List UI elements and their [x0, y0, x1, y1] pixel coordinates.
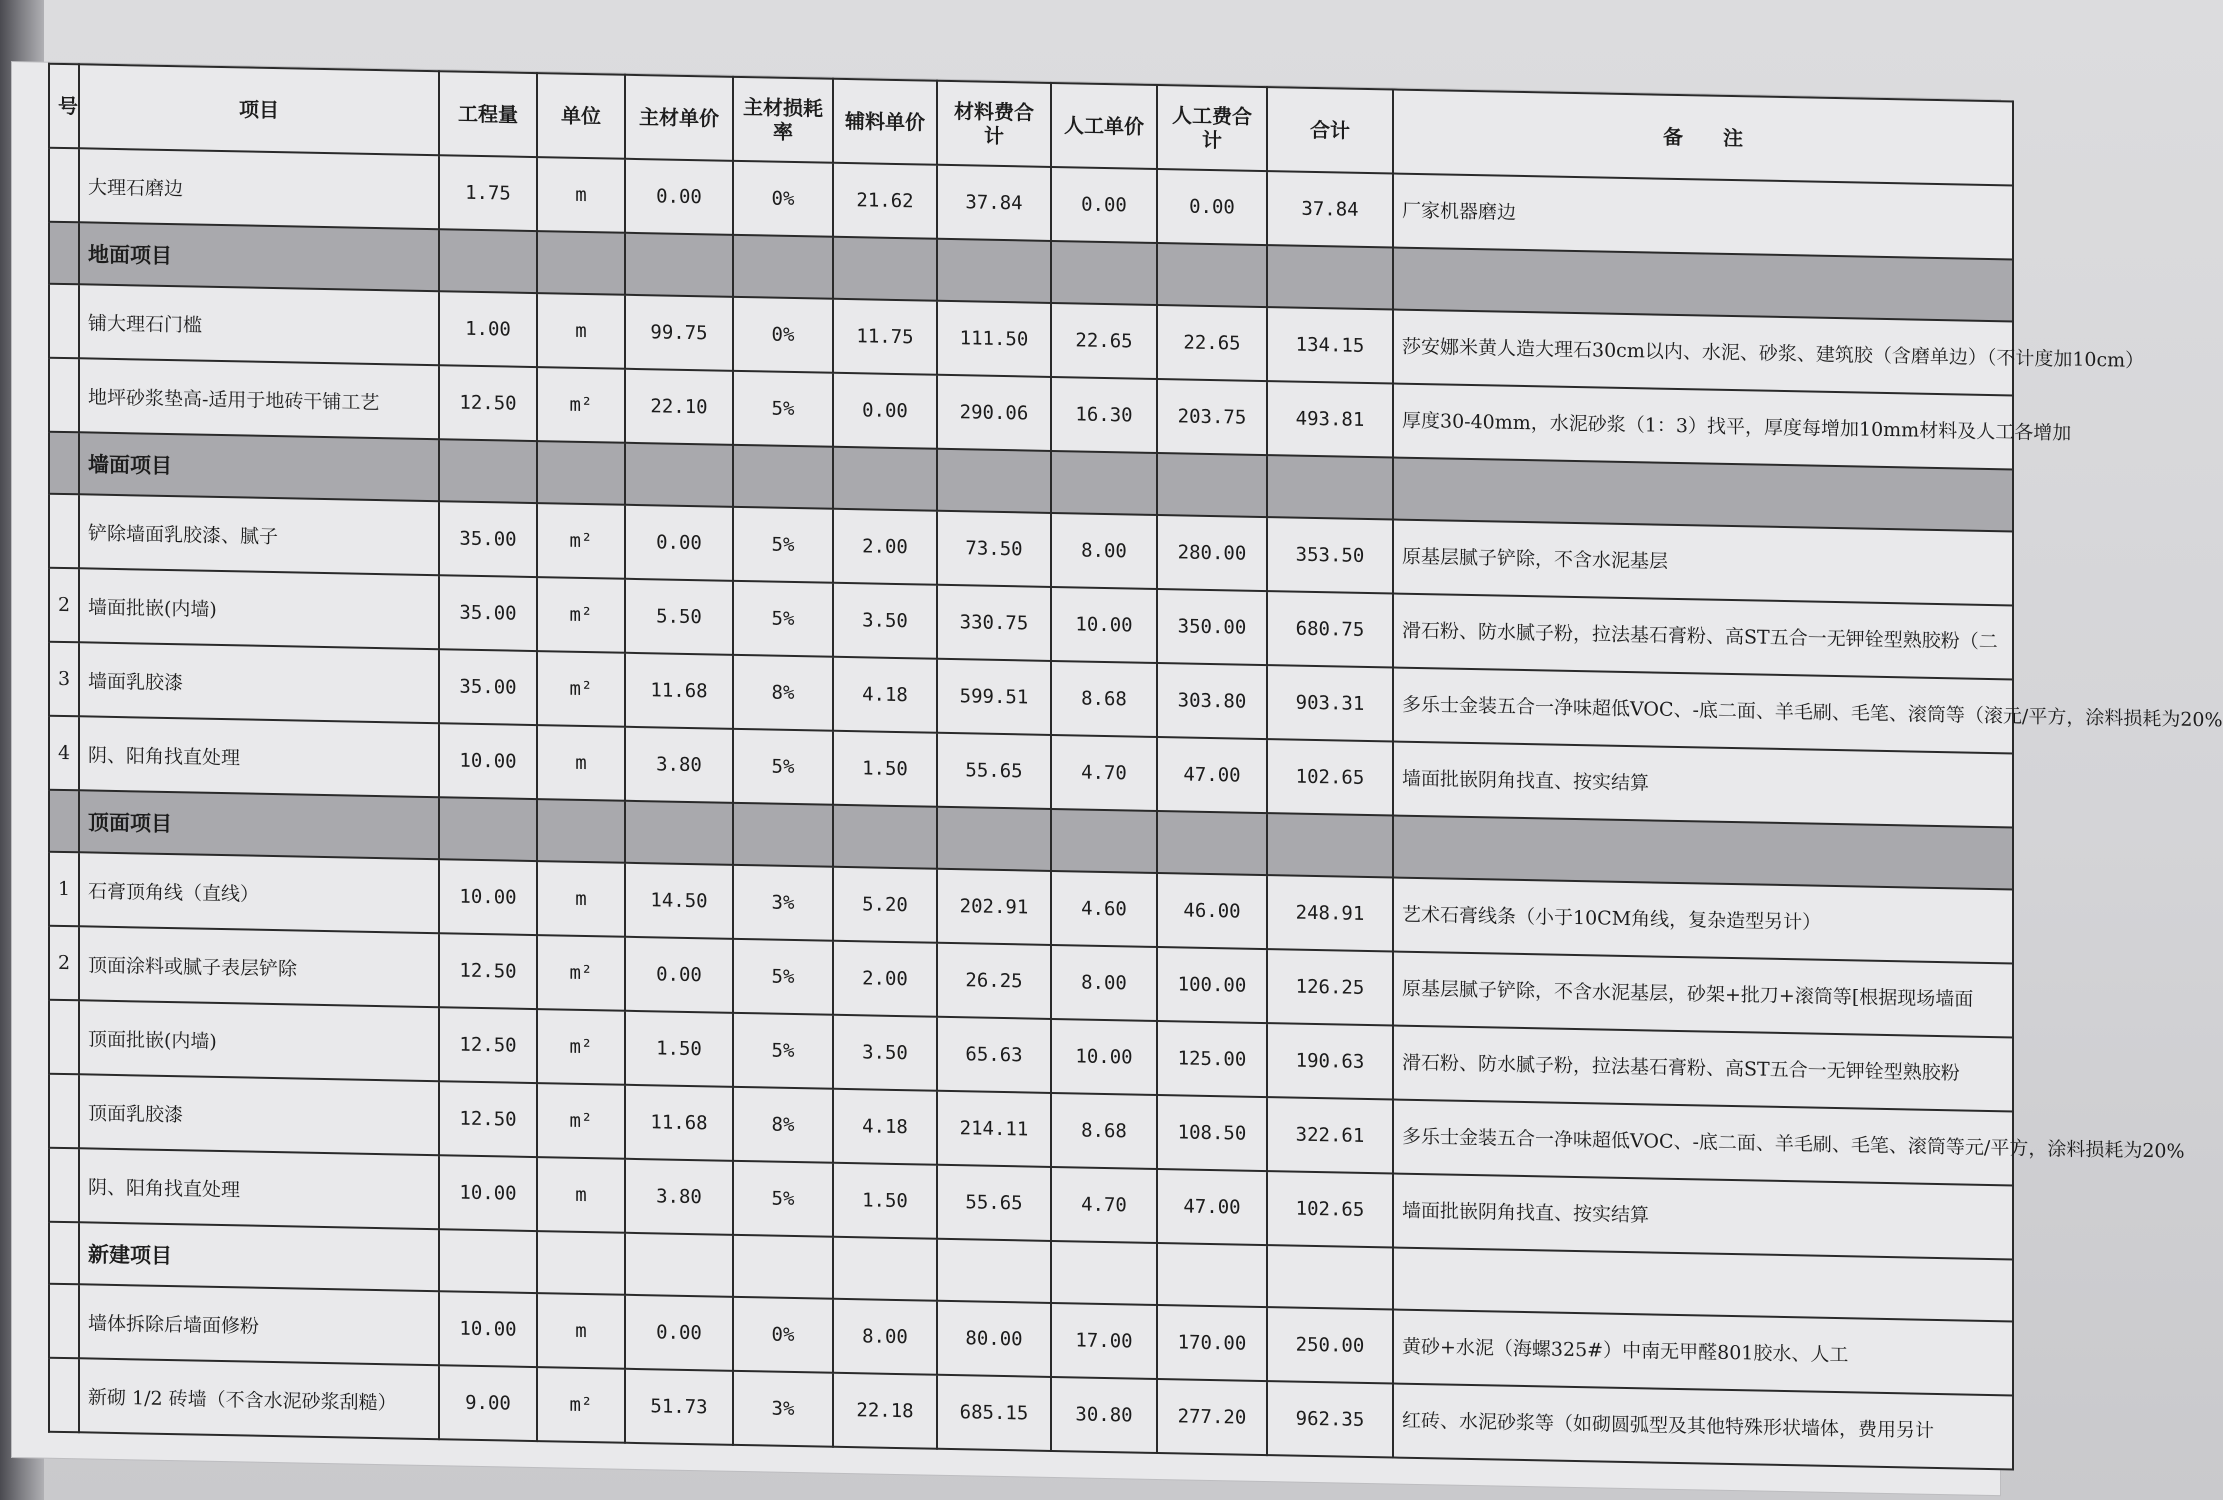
- labor-total-cell: 303.80: [1157, 663, 1267, 739]
- material-total-cell: 290.06: [937, 375, 1051, 451]
- remark-cell: 黄砂+水泥（海螺325#）中南无甲醛801胶水、人工: [1393, 1310, 2013, 1396]
- unit-cell: m: [537, 1157, 625, 1233]
- section-empty-cell: [1157, 243, 1267, 307]
- quantity-cell: 10.00: [439, 1291, 537, 1367]
- row-index: [49, 1358, 79, 1433]
- col-aux-price: 辅料单价: [833, 79, 937, 165]
- labor-total-cell: 277.20: [1157, 1379, 1267, 1455]
- section-empty-cell: [1267, 1245, 1393, 1309]
- labor-total-cell: 170.00: [1157, 1305, 1267, 1381]
- row-index: [49, 1000, 79, 1075]
- section-index-cell: [49, 790, 79, 853]
- remark-cell: 多乐士金装五合一净味超低VOC、-底二面、羊毛刷、毛笔、滚筒等（滚元/平方，涂料损耗为20%: [1393, 668, 2013, 754]
- section-title: 地面项目: [79, 222, 439, 291]
- aux-price-cell: 4.18: [833, 1089, 937, 1165]
- section-empty-cell: [1267, 245, 1393, 309]
- labor-total-cell: 22.65: [1157, 305, 1267, 381]
- section-empty-cell: [1051, 451, 1157, 515]
- col-labor-total: 人工费合计: [1157, 85, 1267, 171]
- aux-price-cell: 1.50: [833, 731, 937, 807]
- quantity-cell: 9.00: [439, 1365, 537, 1441]
- section-empty-cell: [625, 233, 733, 297]
- total-cell: 248.91: [1267, 875, 1393, 951]
- section-empty-cell: [1051, 1241, 1157, 1305]
- labor-price-cell: 4.70: [1051, 735, 1157, 811]
- loss-rate-cell: 5%: [733, 729, 833, 805]
- row-index: [49, 284, 79, 359]
- section-empty-cell: [1157, 811, 1267, 875]
- total-cell: 102.65: [1267, 1171, 1393, 1247]
- material-total-cell: 214.11: [937, 1091, 1051, 1167]
- remark-cell: 墙面批嵌阴角找直、按实结算: [1393, 742, 2013, 828]
- labor-total-cell: 46.00: [1157, 873, 1267, 949]
- item-name: 石膏顶角线（直线）: [79, 852, 439, 933]
- row-index: [49, 1074, 79, 1149]
- section-empty-cell: [733, 445, 833, 509]
- labor-price-cell: 8.68: [1051, 1093, 1157, 1169]
- section-empty-cell: [833, 237, 937, 301]
- remark-cell: 厂家机器磨边: [1393, 174, 2013, 260]
- total-cell: 353.50: [1267, 517, 1393, 593]
- item-name: 地坪砂浆垫高-适用于地砖干铺工艺: [79, 358, 439, 439]
- item-name: 顶面涂料或腻子表层铲除: [79, 926, 439, 1007]
- quantity-cell: 35.00: [439, 575, 537, 651]
- col-material-total: 材料费合计: [937, 81, 1051, 167]
- quantity-cell: 12.50: [439, 933, 537, 1009]
- material-total-cell: 685.15: [937, 1375, 1051, 1451]
- unit-cell: m: [537, 725, 625, 801]
- col-total: 合计: [1267, 87, 1393, 173]
- section-empty-cell: [1157, 1243, 1267, 1307]
- main-price-cell: 11.68: [625, 653, 733, 729]
- material-total-cell: 37.84: [937, 165, 1051, 241]
- unit-cell: m²: [537, 367, 625, 443]
- unit-cell: m²: [537, 1083, 625, 1159]
- total-cell: 493.81: [1267, 381, 1393, 457]
- section-empty-cell: [937, 449, 1051, 513]
- row-index: [49, 358, 79, 433]
- remark-cell: 原基层腻子铲除，不含水泥基层: [1393, 520, 2013, 606]
- main-price-cell: 51.73: [625, 1369, 733, 1445]
- section-empty-cell: [537, 1231, 625, 1295]
- main-price-cell: 3.80: [625, 727, 733, 803]
- material-total-cell: 26.25: [937, 943, 1051, 1019]
- col-seq: 号: [49, 64, 79, 149]
- section-empty-cell: [1267, 813, 1393, 877]
- section-empty-cell: [625, 801, 733, 865]
- aux-price-cell: 4.18: [833, 657, 937, 733]
- total-cell: 250.00: [1267, 1307, 1393, 1383]
- main-price-cell: 11.68: [625, 1085, 733, 1161]
- labor-price-cell: 17.00: [1051, 1303, 1157, 1379]
- item-name: 墙面乳胶漆: [79, 642, 439, 723]
- section-empty-cell: [733, 1235, 833, 1299]
- quantity-cell: 12.50: [439, 365, 537, 441]
- total-cell: 102.65: [1267, 739, 1393, 815]
- material-total-cell: 65.63: [937, 1017, 1051, 1093]
- loss-rate-cell: 8%: [733, 1087, 833, 1163]
- remark-cell: 多乐士金装五合一净味超低VOC、-底二面、羊毛刷、毛笔、滚筒等元/平方，涂料损耗为20%: [1393, 1100, 2013, 1186]
- loss-rate-cell: 5%: [733, 371, 833, 447]
- main-price-cell: 22.10: [625, 369, 733, 445]
- unit-cell: m²: [537, 935, 625, 1011]
- main-price-cell: 0.00: [625, 505, 733, 581]
- aux-price-cell: 3.50: [833, 1015, 937, 1091]
- loss-rate-cell: 0%: [733, 297, 833, 373]
- remark-cell: 滑石粉、防水腻子粉，拉法基石膏粉、高ST五合一无钾铨型熟胶粉（二: [1393, 594, 2013, 680]
- unit-cell: m: [537, 293, 625, 369]
- section-empty-cell: [733, 803, 833, 867]
- aux-price-cell: 5.20: [833, 867, 937, 943]
- labor-total-cell: 47.00: [1157, 737, 1267, 813]
- material-total-cell: 55.65: [937, 1165, 1051, 1241]
- material-total-cell: 73.50: [937, 511, 1051, 587]
- unit-cell: m²: [537, 651, 625, 727]
- section-empty-cell: [625, 1233, 733, 1297]
- loss-rate-cell: 0%: [733, 161, 833, 237]
- labor-total-cell: 350.00: [1157, 589, 1267, 665]
- aux-price-cell: 0.00: [833, 373, 937, 449]
- labor-total-cell: 47.00: [1157, 1169, 1267, 1245]
- aux-price-cell: 1.50: [833, 1163, 937, 1239]
- labor-total-cell: 280.00: [1157, 515, 1267, 591]
- section-empty-cell: [1157, 453, 1267, 517]
- labor-price-cell: 8.00: [1051, 945, 1157, 1021]
- material-total-cell: 55.65: [937, 733, 1051, 809]
- aux-price-cell: 21.62: [833, 163, 937, 239]
- labor-price-cell: 16.30: [1051, 377, 1157, 453]
- loss-rate-cell: 5%: [733, 581, 833, 657]
- section-empty-cell: [537, 799, 625, 863]
- total-cell: 37.84: [1267, 171, 1393, 247]
- labor-price-cell: 30.80: [1051, 1377, 1157, 1453]
- quantity-cell: 35.00: [439, 649, 537, 725]
- row-index: [49, 1284, 79, 1359]
- quantity-cell: 10.00: [439, 859, 537, 935]
- unit-cell: m: [537, 1293, 625, 1369]
- quotation-table: [48, 63, 2223, 1471]
- main-price-cell: 0.00: [625, 937, 733, 1013]
- remark-cell: 厚度30-40mm，水泥砂浆（1：3）找平，厚度每增加10mm材料及人工各增加: [1393, 384, 2013, 470]
- row-index: [49, 1148, 79, 1223]
- quantity-cell: 1.75: [439, 155, 537, 231]
- item-name: 新砌 1/2 砖墙（不含水泥砂浆刮糙）: [79, 1358, 439, 1439]
- col-loss-rate: 主材损耗率: [733, 77, 833, 163]
- remark-cell: 莎安娜米黄人造大理石30cm以内、水泥、砂浆、建筑胶（含磨单边）（不计度加10cm）: [1393, 310, 2013, 396]
- col-item: 项目: [79, 64, 439, 155]
- section-empty-cell: [537, 231, 625, 295]
- remark-cell: 红砖、水泥砂浆等（如砌圆弧型及其他特殊形状墙体，费用另计: [1393, 1384, 2013, 1470]
- section-empty-cell: [833, 805, 937, 869]
- total-cell: 962.35: [1267, 1381, 1393, 1457]
- row-index: 2: [49, 926, 79, 1001]
- labor-price-cell: 0.00: [1051, 167, 1157, 243]
- section-empty-cell: [439, 797, 537, 861]
- remark-cell: 原基层腻子铲除，不含水泥基层，砂架+批刀+滚筒等[根据现场墙面: [1393, 952, 2013, 1038]
- item-name: 铺大理石门槛: [79, 284, 439, 365]
- main-price-cell: 0.00: [625, 159, 733, 235]
- material-total-cell: 599.51: [937, 659, 1051, 735]
- total-cell: 903.31: [1267, 665, 1393, 741]
- unit-cell: m: [537, 157, 625, 233]
- section-empty-cell: [439, 1229, 537, 1293]
- section-empty-cell: [833, 1237, 937, 1301]
- item-name: 顶面乳胶漆: [79, 1074, 439, 1155]
- section-index-cell: [49, 222, 79, 285]
- quantity-cell: 12.50: [439, 1081, 537, 1157]
- total-cell: 322.61: [1267, 1097, 1393, 1173]
- item-name: 阴、阳角找直处理: [79, 1148, 439, 1229]
- unit-cell: m²: [537, 503, 625, 579]
- item-name: 大理石磨边: [79, 148, 439, 229]
- labor-total-cell: 125.00: [1157, 1021, 1267, 1097]
- section-empty-cell: [937, 1239, 1051, 1303]
- col-unit: 单位: [537, 73, 625, 159]
- main-price-cell: 1.50: [625, 1011, 733, 1087]
- total-cell: 190.63: [1267, 1023, 1393, 1099]
- unit-cell: m²: [537, 1367, 625, 1443]
- unit-cell: m²: [537, 577, 625, 653]
- labor-price-cell: 10.00: [1051, 1019, 1157, 1095]
- col-main-price: 主材单价: [625, 75, 733, 161]
- labor-total-cell: 203.75: [1157, 379, 1267, 455]
- item-name: 顶面批嵌(内墙): [79, 1000, 439, 1081]
- col-qty: 工程量: [439, 71, 537, 157]
- remark-cell: 滑石粉、防水腻子粉，拉法基石膏粉、高ST五合一无钾铨型熟胶粉: [1393, 1026, 2013, 1112]
- unit-cell: m²: [537, 1009, 625, 1085]
- section-empty-cell: [733, 235, 833, 299]
- row-index: 3: [49, 642, 79, 717]
- total-cell: 680.75: [1267, 591, 1393, 667]
- item-name: 墙面批嵌(内墙): [79, 568, 439, 649]
- aux-price-cell: 2.00: [833, 509, 937, 585]
- unit-cell: m: [537, 861, 625, 937]
- section-empty-cell: [625, 443, 733, 507]
- labor-price-cell: 8.00: [1051, 513, 1157, 589]
- loss-rate-cell: 5%: [733, 1161, 833, 1237]
- section-title: 顶面项目: [79, 790, 439, 859]
- loss-rate-cell: 0%: [733, 1297, 833, 1373]
- main-price-cell: 14.50: [625, 863, 733, 939]
- quantity-cell: 35.00: [439, 501, 537, 577]
- material-total-cell: 202.91: [937, 869, 1051, 945]
- table-body: [49, 148, 2223, 1470]
- labor-price-cell: 4.70: [1051, 1167, 1157, 1243]
- loss-rate-cell: 5%: [733, 507, 833, 583]
- quotation-sheet: [12, 62, 2223, 1495]
- section-empty-cell: [439, 229, 537, 293]
- section-empty-cell: [937, 239, 1051, 303]
- section-empty-cell: [1267, 455, 1393, 519]
- loss-rate-cell: 3%: [733, 1371, 833, 1447]
- main-price-cell: 99.75: [625, 295, 733, 371]
- section-empty-cell: [833, 447, 937, 511]
- section-index-cell: [49, 1222, 79, 1285]
- section-title: 新建项目: [79, 1222, 439, 1291]
- quantity-cell: 10.00: [439, 723, 537, 799]
- material-total-cell: 111.50: [937, 301, 1051, 377]
- row-index: [49, 148, 79, 223]
- loss-rate-cell: 5%: [733, 1013, 833, 1089]
- loss-rate-cell: 3%: [733, 865, 833, 941]
- total-cell: 134.15: [1267, 307, 1393, 383]
- labor-price-cell: 22.65: [1051, 303, 1157, 379]
- section-empty-cell: [537, 441, 625, 505]
- material-total-cell: 330.75: [937, 585, 1051, 661]
- quantity-cell: 10.00: [439, 1155, 537, 1231]
- item-name: 墙体拆除后墙面修粉: [79, 1284, 439, 1365]
- loss-rate-cell: 5%: [733, 939, 833, 1015]
- labor-price-cell: 8.68: [1051, 661, 1157, 737]
- section-title: 墙面项目: [79, 432, 439, 501]
- quantity-cell: 1.00: [439, 291, 537, 367]
- remark-cell: 墙面批嵌阴角找直、按实结算: [1393, 1174, 2013, 1260]
- main-price-cell: 0.00: [625, 1295, 733, 1371]
- row-index: 4: [49, 716, 79, 791]
- quantity-cell: 12.50: [439, 1007, 537, 1083]
- aux-price-cell: 11.75: [833, 299, 937, 375]
- row-index: 1: [49, 852, 79, 927]
- col-labor-price: 人工单价: [1051, 83, 1157, 169]
- aux-price-cell: 22.18: [833, 1373, 937, 1449]
- section-empty-cell: [937, 807, 1051, 871]
- aux-price-cell: 3.50: [833, 583, 937, 659]
- section-empty-cell: [1051, 809, 1157, 873]
- aux-price-cell: 2.00: [833, 941, 937, 1017]
- labor-total-cell: 108.50: [1157, 1095, 1267, 1171]
- aux-price-cell: 8.00: [833, 1299, 937, 1375]
- labor-price-cell: 4.60: [1051, 871, 1157, 947]
- main-price-cell: 3.80: [625, 1159, 733, 1235]
- main-price-cell: 5.50: [625, 579, 733, 655]
- section-empty-cell: [1051, 241, 1157, 305]
- row-index: 2: [49, 568, 79, 643]
- row-index: [49, 494, 79, 569]
- item-name: 铲除墙面乳胶漆、腻子: [79, 494, 439, 575]
- section-index-cell: [49, 432, 79, 495]
- section-empty-cell: [439, 439, 537, 503]
- labor-total-cell: 0.00: [1157, 169, 1267, 245]
- item-name: 阴、阳角找直处理: [79, 716, 439, 797]
- material-total-cell: 80.00: [937, 1301, 1051, 1377]
- col-remark: 备 注: [1393, 90, 2013, 186]
- labor-total-cell: 100.00: [1157, 947, 1267, 1023]
- remark-cell: 艺术石膏线条（小于10CM角线，复杂造型另计）: [1393, 878, 2013, 964]
- labor-price-cell: 10.00: [1051, 587, 1157, 663]
- loss-rate-cell: 8%: [733, 655, 833, 731]
- total-cell: 126.25: [1267, 949, 1393, 1025]
